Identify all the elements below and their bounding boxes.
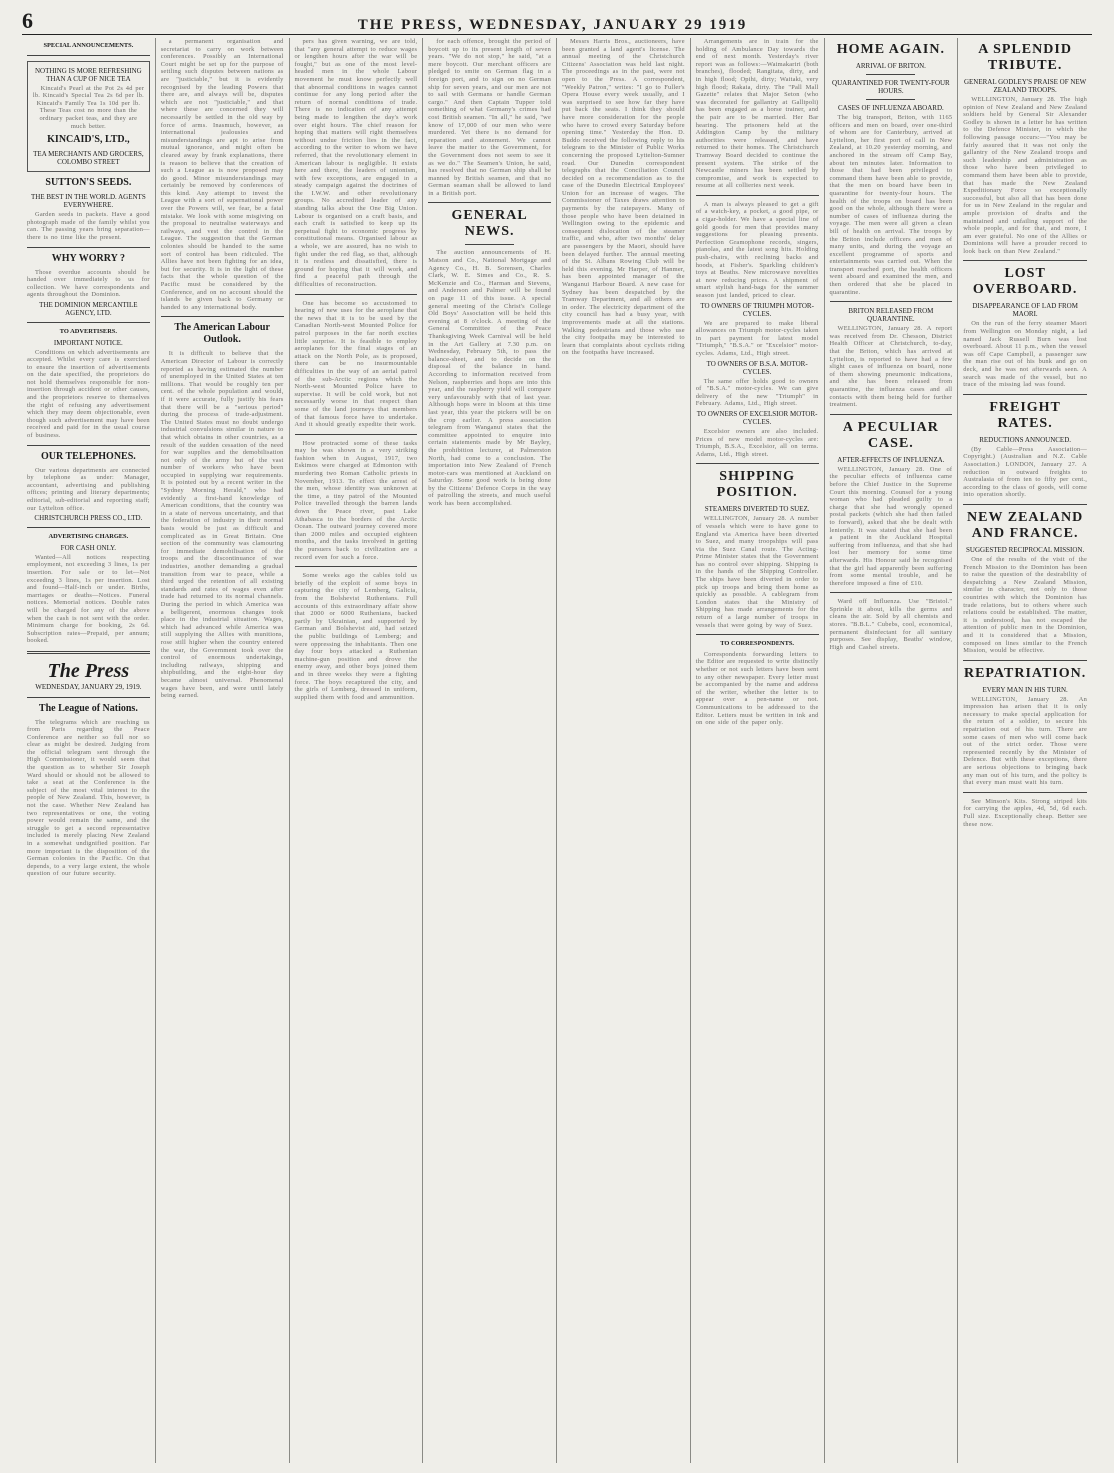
tea-advert [27, 61, 150, 173]
arrival-of-briton-heading: ARRIVAL OF BRITON. [855, 62, 926, 70]
shipping-position-body: WELLINGTON, January 28. A number of vessels which were to have gone to England via America have been diverted to Suez, and many troopships will pass via the Suez Canal route. The Acting-Prime Minister states that the Government has no control over shipping. Shipping is in the hands of the Shipping Controller. The ships have been diverted in order to pick up troops and bring them home as quickly as possible. A cablegram from London states that the Ministry of Shipping has made arrangements for the return of a large number of troops in vessels that were going by way of Suez. [695, 515, 819, 629]
american-labour-heading: The American Labour Outlook. [174, 322, 270, 346]
disappearance-heading: DISAPPEARANCE OF LAD FROM MAORI. [972, 302, 1078, 319]
repatriation-heading: REPATRIATION. [963, 665, 1087, 681]
to-correspondents-heading: TO CORRESPONDENTS. [720, 640, 794, 648]
suttons-body: Garden seeds in packets. Have a good photograph made of the family whilst you can. The passing years bring separation—there is no time like the present. [27, 211, 150, 241]
paper-title: THE PRESS, WEDNESDAY, JANUARY 29 1919 [357, 17, 748, 33]
column-3 [290, 38, 424, 1463]
column-3-text-c: How protracted some of these tasks may be was shown in a very striking fashion when in August, 1917, two Eskimos were charged at Edmonton with murdering two Roman Catholic priests in November, 1913. To effect the arrest of the men, whose identity was unknown at the time, a tiny patrol of the Mounted Police travelled through the barren lands down the Peace river, past Lake Athabasca to the borders of the Arctic Ocean. The outward journey covered more than 2000 miles and occupied eighteen months, and the tasks involved in getting the pursuers back to civilization are a record even for such a force. [294, 439, 418, 561]
peculiar-case-heading: A PECULIAR CASE. [842, 419, 939, 451]
american-labour-body: It is difficult to believe that the American Director of Labour is correctly reported as having estimated the number of unemployed in the United States at ten millions. That would be roughly ten per cent. of the whole population and would, if it were accurate, fully justify his fears that there will be a "serious period" during the process of trade-adjustment. The United States must no doubt undergo industrial convulsions similar in nature to that which obtains in other countries, as a result of the sudden cessation of the need for war supplies and the demobilisation not only of the army but of the vast number of workers who have been occupied in supplying war requirements. It is pointed out by a recent writer in the "Sydney Morning Herald," who had evidently a first-hand knowledge of American conditions, that the country was in a state of nervous uncertainty, and that the federation of industry in their normal basis would be just as difficult and complicated as in Great Britain. One section of the community was clamouring for immediate demobilisation of the troops and the discontinuance of war industries, another demanding a gradual transition from war to peace, while a third urged the retention of all existing standards and rates of wages even after trade had returned to its normal channels. During the period in which America was a belligerent, enormous changes took place in the industrial situation. Wages, which had advanced while America was still supplying the Allies with munitions, rose still higher when the country entered the war, the Government took over the control of enormous undertakings, including railways, shipping and shipbuilding, and the eight-hour day became almost universal. Phenomenal wages have been, and were until lately being earned. [160, 350, 284, 700]
tea-advert-heading: NOTHING IS MORE REFRESHING THAN A CUP OF NICE TEA [34, 66, 142, 83]
lost-overboard-heading: LOST OVERBOARD. [972, 266, 1078, 298]
advertising-charges-body: Wanted—All notices respecting employment, not exceeding 3 lines, 1s per insertion. For sale or to let—Not exceeding 3 lines, 1s per insertion. Lost and found—Half-inch or under. Births, marriages or deaths—Notices. Funeral notices. Memorial notices. Double rates will be charged for any of the above when the cash is not sent with the order. Minimum charge for booking, 2s 6d. Subscription rates—Prepaid, per annum; booked. [27, 553, 150, 645]
column-2 [156, 38, 290, 1463]
excelsior-owners-heading: TO OWNERS OF EXCELSIOR MOTOR-CYCLES. [696, 409, 818, 426]
column-5-text-a: Messrs Harris Bros., auctioneers, have been granted a land agent's license. The annual meeting of the Christchurch Citizens' Association was held last night. The proceedings as in the past, were not open to the Press. A correspondent, "Weekly Patron," writes: "I go to Fuller's Opera House every week usually, and I was surprised to see how far they have put back the seats. I think they should have more consideration for the people who have to crowd every Saturday before opening time." Yesterday the Hon. D. Buddo received the following reply to his telegram to the Minister of Public Works concerning the proposed Lyttelton-Sumner road. Our Dunedin correspondent telegraphs that the Conciliation Council decided on a recommendation as to the case of the Dunedin Electrical Employees' Union for an increase of wages. The Commissioner of Taxes draws attention to payments by the ratepayers. Many of those people who have been detained in Wellington owing to the epidemic and consequent dislocation of the steamer traffic, and who, after two months' delay are passengers by the Maori, should have been delayed further. The annual meeting of the St. Albans Rowing Club will be held this evening. Mr Harper, of Hanmer, has been appointed manager of the Wanganui Harbour Board. A new case for Sydney has been despatched by the Tramway Department, and all others are in order. The electricity department of the city council has had a busy year, with improvements made at all the stations. Walking pedestrians and those who use the city footpaths may be interested to learn that complaints about cyclists riding on the footpaths have increased. [562, 38, 685, 357]
godley-praise-heading: GENERAL GODLEY'S PRAISE OF NEW ZEALAND TROOPS. [963, 78, 1087, 94]
kincaid-heading: KINCAID'S, LTD., [47, 134, 130, 146]
page-number: 6 [22, 8, 33, 33]
after-effects-heading: AFTER-EFFECTS OF INFLUENZA. [837, 455, 945, 464]
quarantined-heading: QUARANTINED FOR TWENTY-FOUR HOURS. [832, 79, 950, 95]
column-3-text-b: One has become so accustomed to hearing of new uses for the aeroplane that the news that it is to be used by the Canadian North-west Mounted Police for patrol purposes in the far north excites little surprise. It is feasible to employ aeroplanes for the final stages of an attack on the North Pole, as is proposed, there can be no insurmountable difficulties in the way of an aerial patrol of the sub-Arctic regions which the North-west Mounted Police have to supervise. It will be cold work, but not necessarily worse in that respect than some of the land journeys that members of that famous force have to undertake. And it should greatly expedite their work. [294, 299, 418, 429]
column-5 [557, 38, 691, 1463]
splendid-tribute-heading: A SPLENDID TRIBUTE. [978, 42, 1072, 73]
column-8-advert: See Minson's Kits. Strong striped kits for carrying the apples, 4d, 5d, 6d each. Full size. Exceptionally cheap. Better see these now. [963, 797, 1087, 828]
dominion-mercantile: THE DOMINION MERCANTILE AGENCY, LTD. [39, 300, 138, 317]
excelsior-owners-body: Excelsior owners are also included. Prices of new model motor-cycles are: Triumph, B.S.A., Excelsior, all on terms. Adams, Ltd., High street. [695, 427, 819, 458]
column-7-advert: Ward off Influenza. Use "Bristol." Sprinkle it about, kills the germs and cleans the air. Sold by all chemists and stores. "B.B.L." Cubebs, cool, economical, permanent disinfectant for all sanitary purposes. See display, Beaths' window, High and Cashel streets. [829, 598, 953, 651]
the-press-masthead: The Press [47, 659, 130, 682]
suttons-heading: SUTTON'S SEEDS. [45, 177, 132, 189]
peculiar-case-body: WELLINGTON, January 28. One of the peculiar effects of influenza came before the Chief Justice in the Supreme Court this morning. Counsel for a young woman who had pleaded guilty to a charge that she had wrongly opened postal packets (which she had then failed to forward), asked that she be dealt with leniently. It was stated that she had been a patient in the Auckland Hospital suffering from influenza, and that she had lost her memory for some time afterwards. His Honour said he recognised that the girl had apparently been suffering from some mental trouble, and he therefore imposed a fine of £10. [829, 465, 953, 587]
freight-rates-heading: FREIGHT RATES. [989, 399, 1061, 431]
special-announcements-heading: SPECIAL ANNOUNCEMENTS. [43, 42, 134, 49]
to-correspondents-body: Correspondents forwarding letters to the Editor are requested to write distinctly whether or not such letters have been sent to any other newspaper. Every letter must be accompanied by the name and address of the writer, whether the letter is to appear over a pen-name or not. Communications to be addressed to the Editor. Letters must be written in ink and on one side of the paper only. [695, 650, 819, 727]
column-6-text-b: A man is always pleased to get a gift of a watch-key, a pocket, a good pipe, or a cigar-holder. We have a special line of gold goods for men that provides many suggestions for pleasing presents. Perfection Gramophone records, singers, pianolas, and the latest song hits. Holding push-chairs, with reclining backs and hoods, at Fisher's. Sparkling children's toys at Beaths. New microwave novelties at now reducing prices. A shipment of smart stylish hand-bags for the summer season just landed, priced to clear. [695, 200, 819, 299]
column-2-text-a: a permanent organisation and secretariat to carry on work between conferences. Possibly an International Court might be set up for the purpose of settling such disputes between nations as are "justiciable," but it is evidently recognised by the leading Powers that there are, and always will be, disputes which are not "justiciable," and that where these are concerned they will necessarily be settled in the old way by force of arms. Inasmuch, however, as international jealousies and misunderstandings are apt to arise from mutual ignorance, and might often be cleared away by frank explanations, there is reason to believe that the creation of such a League as is now proposed may do good. Minor misunderstandings may certainly be removed by conferences of this kind. Any attempt to invest the League with a sort of supernational power over the Powers will, we fear, be a fatal mistake. We look with some misgiving on the proposal to neutralise waterways and railways, and vest the control in the League. The suggestion that the German colonies should be handed to the same sort of control has been ridiculed. The Allies have not been fighting for an idea, but for security. It is in the light of these facts that the whole question of the Pacific must be considered by the Conference, and on no account should the islands be given back to Germany or handed to any international body. [160, 38, 284, 311]
shipping-position-heading: SHIPPING POSITION. [716, 469, 798, 501]
editorial-date: WEDNESDAY, JANUARY 29, 1919. [35, 682, 142, 691]
general-news-heading: GENERAL NEWS. [451, 208, 528, 240]
column-3-text-d: Some weeks ago the cables told us briefly of the exploit of some boys in capturing the city of Lemberg, Galicia, from the Bolshevist Ruthenians. Full accounts of this extraordinary affair show that 2000 or 6000 Ruthenians, backed partly by Ukrainian, and supported by German and Bolshevist aid, had seized the public buildings of Lemberg; and were oppressing the inhabitants. Then one day four boys attacked a Ruthenian machine-gun position and drove the enemy away, and other boys joined them and in three weeks they were a fighting force. The boys recaptured the city, and the girls of Lemberg, dressed in uniform, supplied them with food and ammunition. [294, 572, 418, 701]
reductions-heading: REDUCTIONS ANNOUNCED. [979, 435, 1072, 444]
league-of-nations-heading: The League of Nations. [38, 702, 138, 714]
nz-france-body: One of the results of the visit of the French Mission to the Dominion has been to raise the question of the desirability of despatching a New Zealand Mission, similar in character, not only to those countries with which the Dominion has trade relations, but to others where such relations could be established. The matter, it is understood, has not escaped the attention of public men in the Dominion, and it is considered that a Mission, composed on lines similar to the French Mission, would be effective. [963, 555, 1087, 655]
every-man-heading: EVERY MAN IN HIS TURN. [982, 685, 1068, 694]
column-6-text-a: Arrangements are in train for the holding of Ambulance Day towards the end of next month. Yesterday's river report was as follows:—Waimakariri (both branches), flooded; Rangitata, dirty, and in high flood; Opihi, dirty; Waitaki, very high flood; Rakaia, dirty. The "Pall Mall Gazette" relates that Major Seton (who was decorated for gallantry at Gallipoli) has been engaged as a horse trainer, and the pair are to be married. Her Bar hearing. The prisoners held at the Addington Camp by the military authorities were released, and have returned to their homes. The Christchurch Tramway Board decided to continue the present system. The strike of the Newcastle miners has been settled by compromise, and work is expected to resume at all collieries next week. [695, 38, 819, 190]
masthead [22, 10, 1092, 35]
why-worry-heading: WHY WORRY ? [51, 252, 125, 264]
column-6 [691, 38, 825, 1463]
bsa-owners-heading: TO OWNERS OF B.S.A. MOTOR-CYCLES. [706, 359, 808, 376]
general-news-body: The auction announcements of H. Matson and Co., National Mortgage and Agency Co., H. B. Sorensen, Charles Clark, W. E. Simes and Co., R. S. McKenzie and Co., Harman and Stevens, and Anderson and Palmer will be found on page 11 of this issue. A special general meeting of the Christ's College Old Boys' Association will be held this evening at 8 o'clock. A meeting of the General Committee of the Peace Thanksgiving Week Carnival will be held in the Art Gallery at 7.30 p.m. on Wednesday, February 5th, to pass the balance-sheet, and to decide on the disposal of the balance in hand. According to information received from Nelson, raspberries and hops are into this year, and the raspberry yield will compare very unfavourably with that of last year. Although hops were in bloom at this time last year, this year the pickers will be on the crop earlier. A press association telegram from Wanganui states that the committee appointed to enquire into certain statements made by Mr Bayley, the prohibition lecturer, at Palmerston North, had come to a conclusion. The importation into New Zealand of French motor-cars was mentioned at Auckland on Saturday. Some good work is being done by the Citizens' Defence Corps in the way of patrolling the streets, and much useful work has been accomplished. [428, 249, 551, 508]
christchurch-press-co: CHRISTCHURCH PRESS CO., LTD. [34, 514, 143, 523]
cases-influenza-heading: CASES OF INFLUENZA ABOARD. [837, 104, 944, 112]
lost-overboard-body: On the run of the ferry steamer Maori from Wellington on Monday night, a lad named Jack Russell Burn was lost overboard. About 11 p.m., when the vessel was off Cape Campbell, a passenger saw the man rise out of his bunk and go on deck, and he was not afterwards seen. A search was made of the vessel, but no trace of the missing lad was found. [963, 320, 1087, 389]
to-advertisers-heading: TO ADVERTISERS. [59, 327, 117, 335]
briton-released-body: WELLINGTON, January 28. A report was received from Dr. Chesson, District Health Officer at Christchurch, to-day, that the Briton, which has arrived at Lyttelton, is reported to have had a few slight cases of influenza on board, none of them showing pneumonic indications, and she has been released from quarantine, the influenza cases and all contacts with them being held for further treatment. [829, 325, 953, 409]
reciprocal-mission-heading: SUGGESTED RECIPROCAL MISSION. [966, 545, 1085, 554]
triumph-owners-heading: TO OWNERS OF TRIUMPH MOTOR-CYCLES. [700, 301, 814, 318]
advertising-charges-heading: ADVERTISING CHARGES. [48, 533, 129, 541]
column-4 [423, 38, 557, 1463]
advertisers-conditions: Conditions on which advertisements are accepted. Whilst every care is exercised to ensure the insertion of advertisements on the date specified, the proprietors do not hold themselves responsible for non-insertion through accident or other causes, and the proprietors reserve to themselves the right of refusing any advertisement which they may deem objectionable, even though such advertisement may have been received and paid for in the usual course of business. [27, 348, 150, 440]
nz-france-heading: NEW ZEALAND AND FRANCE. [967, 509, 1084, 541]
column-8 [958, 38, 1092, 1463]
why-worry-body: Those overdue accounts should be handed over immediately to us for collection. We have correspondents and agents throughout the Dominion. [27, 268, 150, 299]
league-of-nations-body: The telegrams which are reaching us from Paris regarding the Peace Conference are neither so full nor so clear as might be desired. Judging from the official telegram sent through the High Commissioner, it would seem that the question as to whether Sir Joseph Ward should or should not be allowed to take a seat at the Conference is the subject of the most vital interest to the people of New Zealand. This, however, is not the case. Whether New Zealand has two representatives or one, the voting power would remain the same, and the struggle to get a second representative included is merely placing New Zealand in a somewhat undignified position. Far more important is the disposition of the German colonies in the Pacific. On that depends, to a very large extent, the whole question of our future security. [27, 718, 150, 878]
column-1 [22, 38, 156, 1463]
column-7 [825, 38, 959, 1463]
columns [22, 38, 1092, 1463]
telephones-heading: OUR TELEPHONES. [40, 450, 136, 462]
triumph-owners-body: We are prepared to make liberal allowances on Triumph motor-cycles taken in part payment for latest model "Triumph," "B.S.A." or "Excelsior" motor-cycles. Adams, Ltd., High street. [695, 319, 819, 357]
bsa-owners-body: The same offer holds good to owners of "B.S.A." motor-cycles. We can give delivery of the new "Triumph" in February. Adams, Ltd., High street. [695, 377, 819, 408]
repatriation-body: WELLINGTON, January 28. An impression has arisen that it is only necessary to make special application for the return of a soldier, to secure his repatriation out of his turn. There are some cases of men who will come back out of the strict order. Those were represented recently by the Minister of Defence. But with these exceptions, there are serious objections to bringing back any man out of his turn, and the policy is that every man must wait his turn. [963, 695, 1087, 787]
home-again-body: The big transport, Briton, with 1165 officers and men on board, over one-third of whom are for Canterbury, arrived at Lyttelton, her first port of call in New Zealand, at 10.20 yesterday morning, and anchored in the stream off Camp Bay, about ten minutes later. Information to those that had been privileged to command them have been able to provide, that the men on board have been in quarantine for twenty-four hours. The health of the troops on board has been good on the whole, although there were a number of cases of influenza during the voyage. The men were all given a clean bill of health on arrival. The troops by the Briton include officers and men of many units, and during the voyage an excellent programme of sports and entertainments was carried out. When the transport reached port, the health officers went aboard and examined the men, and then ordered that she be placed in quarantine. [829, 114, 953, 296]
tea-advert-body: Kincaid's Pearl at the Pot 2s 4d per lb. Kincaid's Special Tea 2s 6d per lb. Kincaid's Family Tea 1s 10d per lb. These Teas cost no more than the ordinary packet teas, and they are much better. [32, 84, 145, 130]
freight-rates-body: (By Cable—Press Association—Copyright.) (Australian and N.Z. Cable Association.) LONDON, January 27. A reduction in outward freights to Australasia of from ten to fifty per cent., according to the class of goods, will come into operation shortly. [963, 445, 1087, 499]
important-notice: IMPORTANT NOTICE. [53, 338, 123, 347]
suttons-subheading: THE BEST IN THE WORLD. AGENTS EVERYWHERE. [31, 193, 146, 210]
column-3-text-a: pers has given warning, we are told, that "any general attempt to reduce wages or lengthen hours after the war will be fought," but as one of the most level-headed men in the whole Labour movement he must know perfectly well that abnormal conditions in wages cannot continue for any long period after the return of normal conditions of trade. There is no indication of any attempt being made to lengthen the day's work over eight hours. The chief reason for hoping that matters will right themselves without undue friction lies in the fact, according to the writer to whom we have referred, that the revolutionary element in American labour is negligible. It exists here and there, the leaders of unionism, with few exceptions, are engaged in a steady campaign against the doctrines of the I.W.W. and other revolutionary groups. No accredited leader of any standing talks about the One Big Union. Labour is organised on a craft basis, and each craft is satisfied to keep up its perpetual fight to economic progress by constitutional means. Organised labour as a whole, we are assured, has no wish to fight under the red flag, so that, although it is restless and dissatisfied, there is ground for hoping that it will work, and find a peaceful path through the difficulties of reconstruction. [294, 38, 418, 288]
splendid-tribute-body: WELLINGTON, January 28. The high opinion of New Zealand and New Zealand soldiers held by General Sir Alexander Godley is shown in a letter he has written to the Defence Minister, in which the following passage occurs:—"You may be fairly assured that it was not only the gallantry of the New Zealand troops and such leadership and administration as those who have been privileged to command them have been able to provide, that has made the New Zealand Expeditionary Force so exceptionally successful, but also all that has been done for us in New Zealand in the regular and ample provision of drafts and the maintained and unfailing support of the whole people, and for that, and more, I am ever grateful. No one of the Allies or Dominions will have a prouder record to look back on than New Zealand." [963, 96, 1087, 255]
for-cash-only: FOR CASH ONLY. [60, 543, 117, 552]
steamers-diverted-heading: STEAMERS DIVERTED TO SUEZ. [704, 505, 810, 514]
home-again-heading: HOME AGAIN. [836, 42, 945, 57]
column-4-text-a: for each offence, brought the period of boycott up to its present length of seven years. "We do not stop," he said, "at a mere boycott. Our merchant officers are pledged to smite on German flag in a foreign port, and to sign on no German ship for seven years, and our men are not to sail with Germans or handle German cargo." And then Captain Tupper told something of what Germany's crimes had cost British seamen. "In all," he said, "we know of 17,000 of our men who were murdered. Yet there is no demand for reparation and atonement. We cannot leave the matter to the Government, for the Government does not seem to see it as we do." The Seamen's Union, he said, has resolved that no German ship shall be manned by British seamen, and that no German seaman shall be allowed to land in a British port. [428, 38, 551, 197]
kincaid-subheading: TEA MERCHANTS AND GROCERS, COLOMBO STREET [33, 150, 144, 167]
briton-released-heading: BRITON RELEASED FROM QUARANTINE. [848, 307, 934, 324]
telephones-body: Our various departments are connected by telephone as under: Manager, accountant, advertising and publishing offices; printing and literary departments; editorial, sub-editorial and reporting staff; our Lyttelton office. [27, 466, 150, 512]
